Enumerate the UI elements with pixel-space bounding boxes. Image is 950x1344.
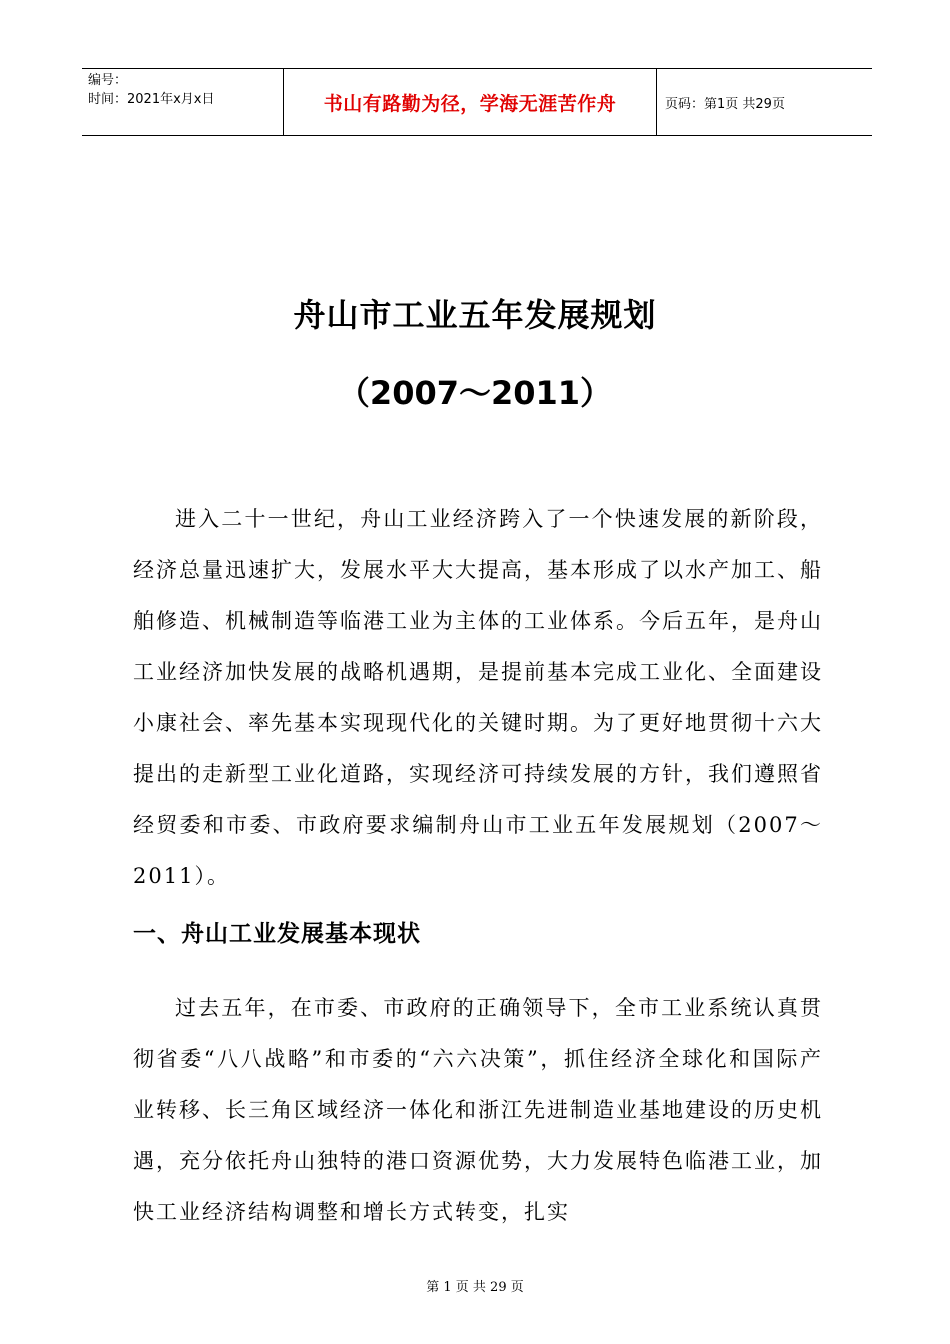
document-subtitle: （2007～2011） bbox=[337, 374, 613, 412]
document-number-label: 编号： bbox=[88, 73, 128, 88]
header-page-info: 页码：第1页 共29页 bbox=[665, 96, 785, 112]
section-heading: 一、舟山工业发展基本现状 bbox=[133, 921, 421, 947]
page-footer: 第 1 页 共 29 页 bbox=[426, 1280, 524, 1295]
intro-paragraph: 进入二十一世纪，舟山工业经济跨入了一个快速发展的新阶段，经济总量迅速扩大，发展水平大大提高，基本形成了以水产加工、船舶修造、机械制造等临港工业为主体的工业体系。今后五年，是舟山工业经济加快发展的战略机遇期，是提前基本完成工业化、全面建设小康社会、率先基本实现现代化的关键时期。为了更好地贯彻十六大提出的走新型工业化道路，实现经济可持续发展的方针，我们遵照省经贸委和市委、市政府要求编制舟山市工业五年发展规划（2007～2011）。 bbox=[133, 507, 823, 888]
header-motto: 书山有路勤为径，学海无涯苦作舟 bbox=[284, 69, 657, 135]
header-meta-cell bbox=[82, 69, 284, 135]
document-title: 舟山市工业五年发展规划 bbox=[293, 296, 657, 334]
section-paragraph: 过去五年，在市委、市政府的正确领导下，全市工业系统认真贯彻省委“八八战略”和市委的“六六决策”，抓住经济全球化和国际产业转移、长三角区域经济一体化和浙江先进制造业基地建设的历史机遇，充分依托舟山独特的港口资源优势，大力发展特色临港工业，加快工业经济结构调整和增长方式转变，扎实 bbox=[133, 996, 823, 1224]
page-header bbox=[82, 68, 872, 136]
document-time-label: 时间：2021年x月x日 bbox=[88, 92, 215, 107]
